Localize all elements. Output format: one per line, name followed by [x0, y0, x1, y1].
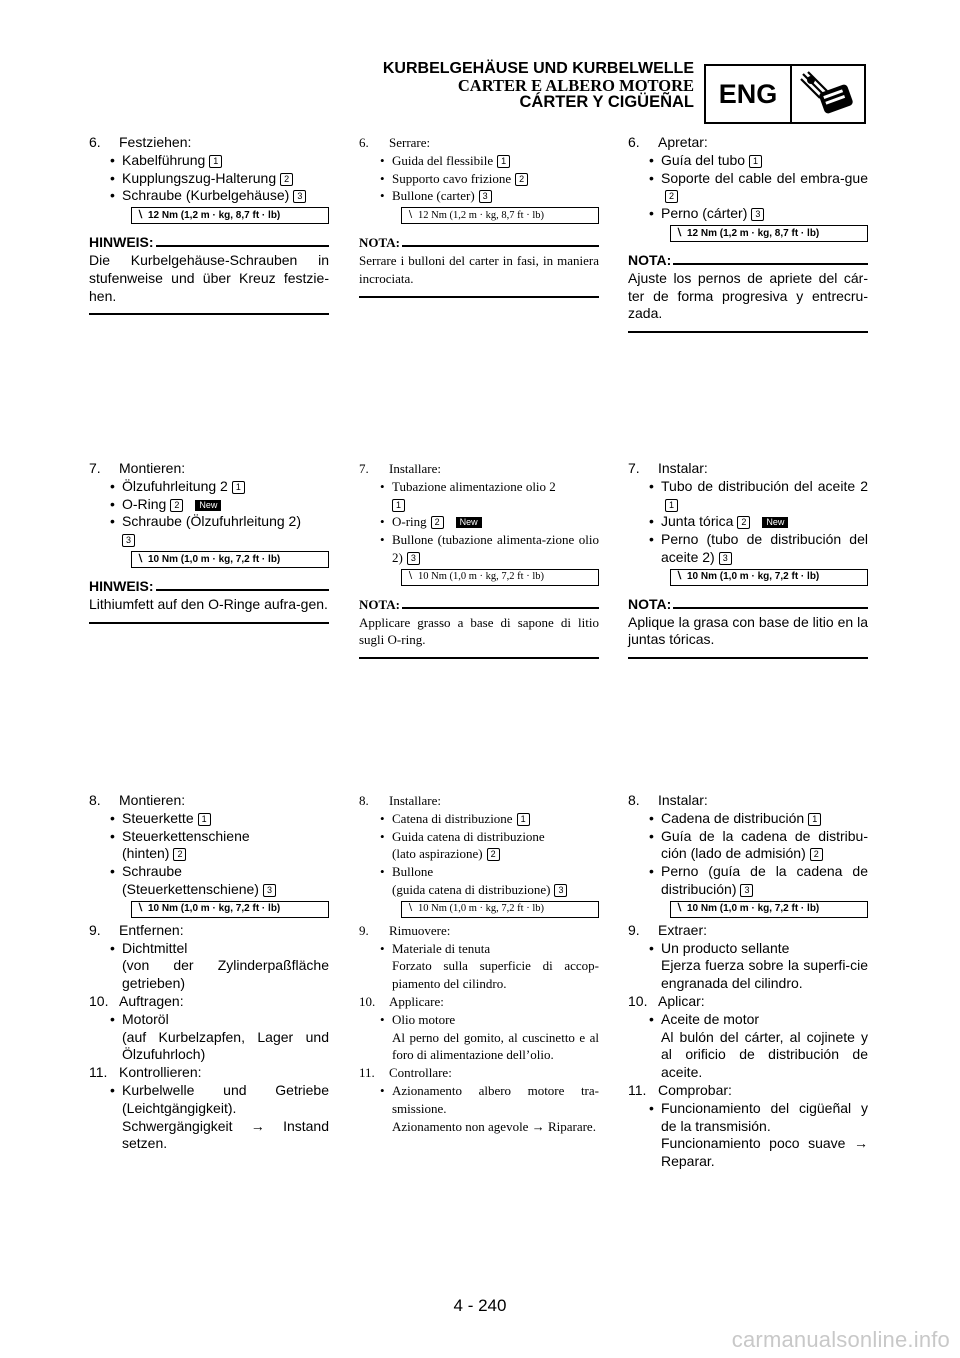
callout-3: 3	[263, 884, 276, 897]
note-box	[359, 234, 599, 297]
bullet-text: Bullone	[392, 864, 434, 880]
callout-1: 1	[749, 155, 762, 168]
bullet-text-detail: (lato aspirazione)	[392, 846, 483, 862]
step-number: 9.	[89, 921, 101, 938]
step-number: 9.	[359, 922, 369, 938]
bullet-text: Guida catena di distribuzione	[392, 828, 545, 844]
callout-3: 3	[719, 552, 732, 565]
note-rule	[156, 589, 329, 591]
de-step-6	[89, 134, 329, 315]
step-label: Auftragen:	[119, 992, 184, 1009]
note-box	[628, 596, 868, 659]
bullet-dot: •	[110, 827, 115, 844]
callout-2: 2	[810, 848, 823, 861]
step-number: 8.	[359, 793, 369, 808]
callout-3: 3	[554, 884, 567, 897]
wrench-icon: ∖	[136, 903, 144, 915]
torque-spec	[131, 207, 329, 224]
wrench-icon: ∖	[406, 209, 414, 221]
bullet-dot: •	[380, 478, 385, 494]
bullet-text: Cadena de distribución	[661, 809, 805, 826]
note-title: HINWEIS:	[89, 577, 154, 594]
callout-2: 2	[737, 516, 750, 529]
bullet-text: O-Ring	[122, 495, 167, 512]
step-label: Comprobar:	[658, 1081, 732, 1098]
callout-2: 2	[431, 516, 444, 529]
torque-spec	[131, 551, 329, 568]
bullet-text: O-ring	[392, 514, 427, 530]
wrench-icon: ∖	[406, 571, 414, 583]
bullet-text: Materiale di tenuta	[392, 940, 491, 956]
callout-1: 1	[209, 155, 222, 168]
bullet-dot: •	[110, 939, 115, 956]
bullet-dot: •	[380, 828, 385, 844]
note-box	[628, 252, 868, 333]
bullet-dot: •	[110, 495, 115, 512]
bullet-dot: •	[110, 513, 115, 530]
note-box	[359, 596, 599, 659]
bullet-dot: •	[649, 151, 654, 168]
note-rule	[673, 607, 868, 609]
torque-value: 10 Nm (1,0 m · kg, 7,2 ft · lb)	[148, 903, 281, 915]
bullet-dot: •	[649, 809, 654, 826]
note-text: Lithiumfett auf den O-Ringe aufra-gen.	[89, 595, 328, 612]
callout-1: 1	[392, 499, 405, 512]
callout-3: 3	[479, 190, 492, 203]
torque-spec	[131, 901, 329, 918]
torque-value: 12 Nm (1,2 m · kg, 8,7 ft · lb)	[687, 227, 820, 239]
callout-3: 3	[293, 190, 306, 203]
note-text: Ajuste los pernos de apriete del cár-ter de forma progresiva y entrecru-zada.	[628, 269, 868, 322]
step-number: 10.	[628, 992, 648, 1009]
bullet-text: Un producto sellante	[661, 939, 790, 956]
bullet-text: Catena di distribuzione	[392, 810, 513, 826]
bullet-text: Steuerkette	[122, 809, 194, 826]
torque-value: 10 Nm (1,0 m · kg, 7,2 ft · lb)	[687, 571, 820, 583]
step-label: Montieren:	[119, 460, 186, 476]
bullet-text: Bullone (tubazione alimenta-zione olio 2)	[392, 532, 599, 565]
new-badge: New	[195, 500, 221, 511]
bullet-dot: •	[649, 477, 654, 494]
bullet-dot: •	[649, 513, 654, 530]
torque-value: 12 Nm (1,2 m · kg, 8,7 ft · lb)	[148, 209, 281, 221]
wrench-icon: ∖	[675, 571, 683, 583]
bullet-text-detail: (guida catena di distribuzione)	[392, 881, 551, 897]
step-detail: Funcionamiento poco suave → Reparar.	[661, 1135, 868, 1170]
new-badge: New	[456, 517, 482, 528]
note-box	[89, 234, 329, 315]
torque-value: 12 Nm (1,2 m · kg, 8,7 ft · lb)	[418, 209, 544, 221]
note-text: Serrare i bulloni del carter in fasi, in maniera incrociata.	[359, 252, 599, 286]
wrench-icon: ∖	[675, 227, 683, 239]
bullet-dot: •	[649, 169, 654, 186]
bullet-dot: •	[380, 810, 385, 826]
callout-2: 2	[173, 848, 186, 861]
step-label: Controllare:	[389, 1065, 452, 1081]
step-number: 6.	[359, 135, 369, 150]
callout-2: 2	[515, 173, 528, 186]
note-title: HINWEIS:	[89, 234, 154, 251]
section-badge	[704, 64, 866, 124]
es-step-7	[628, 460, 868, 659]
torque-spec	[401, 569, 599, 586]
bullet-text-detail: (hinten)	[122, 845, 170, 862]
callout-2: 2	[170, 499, 183, 512]
step-number: 6.	[628, 134, 640, 150]
step-detail: Al perno del gomito, al cuscinetto e al foro di alimentazione dell’olio.	[392, 1029, 599, 1063]
callout-1: 1	[808, 813, 821, 826]
step-label: Festziehen:	[119, 134, 192, 150]
step-detail: Forzato sulla superficie di accop-piamento del cilindro.	[392, 958, 599, 992]
step-detail: Schwergängigkeit → Instand setzen.	[122, 1117, 329, 1152]
callout-3: 3	[751, 208, 764, 221]
note-rule	[673, 263, 868, 265]
note-text: Aplique la grasa con base de litio en la juntas tóricas.	[628, 613, 868, 648]
step-number: 11.	[89, 1064, 108, 1081]
bullet-dot: •	[649, 939, 654, 956]
bullet-dot: •	[110, 1010, 115, 1027]
bullet-text: Guida del flessibile	[392, 152, 494, 168]
torque-spec	[670, 569, 868, 586]
it-steps-8-11	[359, 792, 599, 1135]
callout-1: 1	[198, 813, 211, 826]
note-box	[89, 578, 329, 624]
torque-spec	[670, 225, 868, 242]
engine-piston-icon	[792, 66, 864, 122]
callout-3: 3	[122, 534, 135, 547]
bullet-dot: •	[380, 152, 385, 168]
callout-2: 2	[665, 190, 678, 203]
callout-2: 2	[280, 173, 293, 186]
wrench-icon: ∖	[406, 903, 414, 915]
torque-spec	[670, 901, 868, 918]
bullet-dot: •	[649, 827, 654, 844]
bullet-dot: •	[380, 188, 385, 204]
callout-2: 2	[487, 848, 500, 861]
bullet-dot: •	[110, 477, 115, 494]
de-steps-8-11	[89, 792, 329, 1153]
step-number: 11.	[628, 1081, 647, 1098]
bullet-text: Perno (guía de la cadena de distribución)	[661, 863, 868, 897]
bullet-text: Perno (tubo de distribución del aceite 2)	[661, 531, 868, 565]
bullet-text: Guía de la cadena de distribu-ción (lado de admisión)	[661, 827, 868, 862]
torque-value: 10 Nm (1,0 m · kg, 7,2 ft · lb)	[148, 553, 281, 565]
bullet-dot: •	[649, 1010, 654, 1027]
step-number: 7.	[89, 460, 101, 476]
bullet-text: Kurbelwelle und Getriebe (Leichtgängigkeit).	[122, 1081, 329, 1116]
step-label: Installare:	[389, 461, 441, 476]
callout-1: 1	[665, 499, 678, 512]
bullet-dot: •	[110, 863, 115, 880]
note-title: NOTA:	[628, 595, 672, 612]
bullet-dot: •	[649, 205, 654, 222]
torque-value: 10 Nm (1,0 m · kg, 7,2 ft · lb)	[687, 903, 820, 915]
wrench-icon: ∖	[136, 553, 144, 565]
bullet-dot: •	[380, 940, 385, 956]
es-step-6	[628, 134, 868, 333]
bullet-dot: •	[110, 169, 115, 186]
callout-3: 3	[740, 884, 753, 897]
title-german: KURBELGEHÄUSE UND KURBELWELLE	[382, 60, 694, 77]
bullet-text: Perno (cárter)	[661, 205, 748, 222]
bullet-text: Schraube (Kurbelgehäuse)	[122, 187, 290, 204]
bullet-dot: •	[649, 863, 654, 880]
bullet-text: Dichtmittel	[122, 939, 188, 956]
note-rule	[156, 245, 329, 247]
bullet-dot: •	[380, 514, 385, 530]
bullet-text-detail: (Steuerkettenschiene)	[122, 880, 259, 897]
bullet-dot: •	[380, 1011, 385, 1027]
bullet-text: Olio motore	[392, 1011, 456, 1027]
step-detail: (von der Zylinderpaßfläche getrieben)	[122, 957, 329, 992]
bullet-text: Tubo de distribución del aceite 2	[661, 477, 868, 494]
it-step-7	[359, 460, 599, 659]
step-number: 7.	[628, 460, 640, 476]
step-label: Installare:	[389, 793, 441, 808]
bullet-dot: •	[110, 1081, 115, 1098]
header-titles	[383, 60, 694, 111]
bullet-text: Tubazione alimentazione olio 2	[392, 478, 556, 494]
eng-label: ENG	[706, 66, 792, 122]
note-title: NOTA:	[359, 596, 400, 612]
page-number: 4 - 240	[453, 1296, 507, 1315]
step-number: 7.	[359, 461, 369, 476]
bullet-dot: •	[380, 1082, 385, 1098]
step-number: 9.	[628, 921, 640, 938]
step-number: 10.	[359, 993, 376, 1009]
new-badge: New	[762, 517, 788, 528]
title-italian: CARTER E ALBERO MOTORE	[457, 76, 694, 95]
bullet-dot: •	[110, 187, 115, 204]
step-label: Instalar:	[658, 792, 708, 808]
bullet-text: Aceite de motor	[661, 1010, 760, 1027]
bullet-dot: •	[380, 532, 385, 548]
step-number: 11.	[359, 1065, 375, 1081]
wrench-icon: ∖	[136, 209, 144, 221]
step-detail: Al bulón del cárter, al cojinete y al orificio de distribución de aceite.	[661, 1028, 868, 1081]
bullet-text: Junta tórica	[661, 513, 734, 530]
step-number: 6.	[89, 134, 101, 150]
step-label: Entfernen:	[119, 921, 184, 938]
callout-1: 1	[232, 481, 245, 494]
step-detail: Ejerza fuerza sobre la superfi-cie engranada del cilindro.	[661, 957, 868, 992]
callout-1: 1	[517, 813, 530, 826]
bullet-text: Guía del tubo	[661, 151, 746, 168]
bullet-dot: •	[110, 151, 115, 168]
callout-1: 1	[497, 155, 510, 168]
bullet-dot: •	[380, 864, 385, 880]
bullet-text: Schraube	[122, 863, 182, 880]
bullet-text: Bullone (carter)	[392, 188, 475, 204]
step-label: Instalar:	[658, 460, 708, 476]
title-spanish: CÁRTER Y CIGÜEÑAL	[519, 93, 694, 111]
step-number: 8.	[628, 792, 640, 808]
step-label: Extraer:	[658, 921, 708, 938]
step-label: Montieren:	[119, 792, 186, 808]
bullet-text: Kupplungszug-Halterung	[122, 169, 277, 186]
torque-spec	[401, 207, 599, 224]
step-number: 8.	[89, 792, 101, 808]
watermark[interactable]: carmanualsonline.info	[731, 1327, 950, 1352]
bullet-dot: •	[649, 531, 654, 548]
note-text: Applicare grasso a base di sapone di litio sugli O-ring.	[359, 614, 599, 648]
step-label: Rimuovere:	[389, 922, 451, 938]
note-text: Die Kurbelgehäuse-Schrauben in stufenweise und über Kreuz festzie-hen.	[89, 251, 329, 304]
de-step-7	[89, 460, 329, 624]
bullet-text: Motoröl	[122, 1010, 169, 1027]
bullet-text: Supporto cavo frizione	[392, 170, 512, 186]
step-label: Applicare:	[389, 993, 444, 1009]
es-steps-8-11	[628, 792, 868, 1171]
bullet-dot: •	[110, 809, 115, 826]
bullet-dot: •	[649, 1099, 654, 1116]
bullet-text: Ölzufuhrleitung 2	[122, 477, 228, 494]
step-number: 10.	[89, 992, 109, 1009]
it-step-6	[359, 134, 599, 298]
bullet-text: Steuerkettenschiene	[122, 827, 250, 844]
note-rule	[402, 245, 599, 247]
step-detail: (auf Kurbelzapfen, Lager und Ölzufuhrloch)	[122, 1028, 329, 1063]
torque-value: 10 Nm (1,0 m · kg, 7,2 ft · lb)	[418, 571, 544, 583]
bullet-text: Soporte del cable del embra-gue	[661, 169, 868, 186]
bullet-text: Azionamento albero motore tra-smissione.	[392, 1082, 599, 1116]
wrench-icon: ∖	[675, 903, 683, 915]
bullet-text: Kabelführung	[122, 151, 206, 168]
torque-spec	[401, 901, 599, 918]
note-title: NOTA:	[628, 251, 672, 268]
bullet-dot: •	[380, 170, 385, 186]
bullet-text: Schraube (Ölzufuhrleitung 2)	[122, 513, 301, 530]
callout-3: 3	[407, 552, 420, 565]
step-label: Apretar:	[658, 134, 708, 150]
step-label: Kontrollieren:	[119, 1064, 202, 1081]
step-label: Serrare:	[389, 135, 431, 150]
step-detail: Azionamento non agevole → Riparare.	[392, 1118, 596, 1134]
bullet-text: Funcionamiento del cigüeñal y de la transmisión.	[661, 1099, 868, 1134]
step-label: Aplicar:	[658, 992, 705, 1009]
note-title: NOTA:	[359, 235, 400, 251]
torque-value: 10 Nm (1,0 m · kg, 7,2 ft · lb)	[418, 903, 544, 915]
note-rule	[402, 607, 599, 609]
